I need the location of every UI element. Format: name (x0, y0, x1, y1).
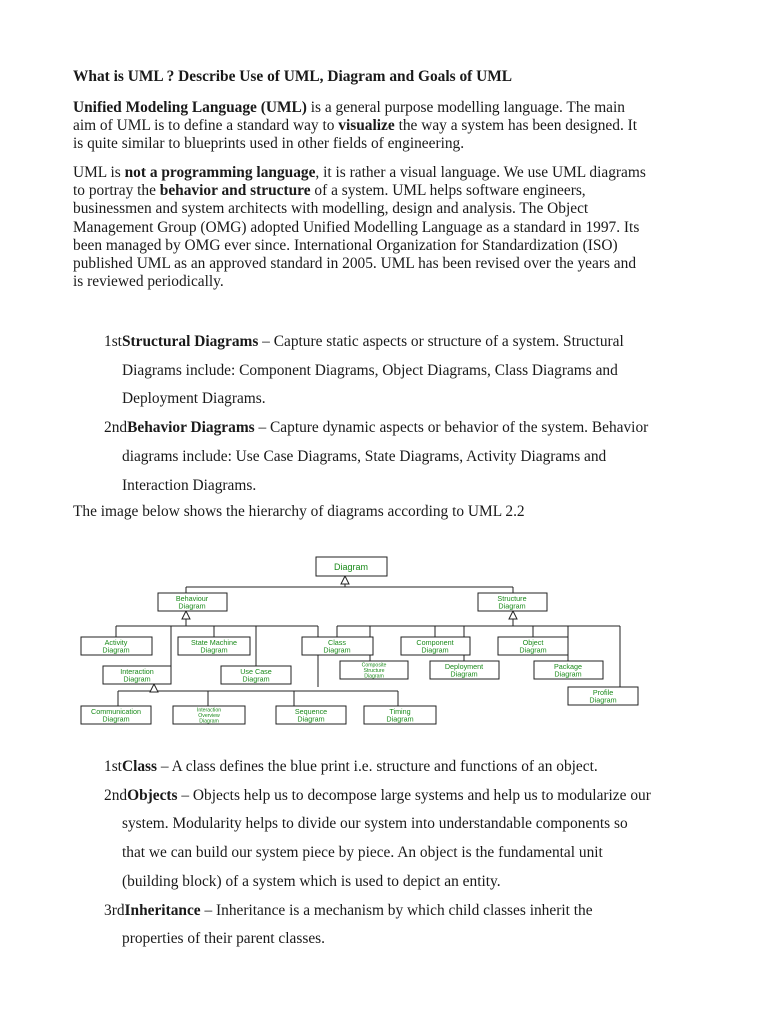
diagram-box-interaction (103, 666, 171, 684)
diagram-box-component (401, 637, 470, 655)
bold-term: behavior and structure (159, 182, 311, 200)
paragraph-line (73, 117, 713, 135)
box-label: Diagram (450, 669, 478, 679)
box-label: Diagram (333, 562, 369, 572)
box-label: Diagram (178, 601, 206, 611)
box-label: Diagram (519, 645, 547, 655)
paragraph-line: Management Group (OMG) adopted Unified Modelling Language as a standard in 1997. Its (73, 218, 640, 236)
text-run: , it is rather a visual language. We use UML diagrams (315, 164, 646, 181)
box-label: Structure (363, 668, 385, 674)
box-label: Profile (592, 688, 614, 697)
diagram-box-use-case (221, 666, 291, 684)
list-number: 2nd (104, 419, 128, 437)
list-continuation: Diagrams include: Component Diagrams, Object Diagrams, Class Diagrams and (122, 361, 618, 379)
bold-term: visualize (338, 117, 395, 135)
list-item (104, 753, 724, 782)
list-item-line (104, 328, 724, 357)
box-label: Diagram (200, 645, 228, 655)
box-label: Diagram (199, 718, 219, 725)
list-text: – Capture dynamic aspects or behavior of the system. Behavior (254, 419, 649, 437)
diagram-box-deployment (430, 661, 499, 679)
box-label: Diagram (386, 714, 414, 724)
box-label: Diagram (323, 645, 351, 655)
list-text: – Capture static aspects or structure of a system. Structural (258, 333, 624, 350)
list-text: – Objects help us to decompose large systems and help us to modularize our (177, 786, 651, 804)
paragraph-line (73, 99, 713, 117)
box-label: Diagram (589, 695, 617, 705)
diagram-box-interaction-overview (173, 706, 245, 725)
diagram-box-communication (81, 706, 151, 724)
text-run: UML is (73, 164, 125, 181)
generalization-arrow (150, 684, 158, 692)
list-number: 2nd (104, 786, 128, 804)
diagram-box-sequence (276, 706, 346, 724)
diagram-box-profile (568, 687, 638, 705)
box-label: Deployment (444, 662, 484, 671)
paragraph-line: is quite similar to blueprints used in other fields of engineering. (73, 135, 465, 153)
diagram-intro: The image below shows the hierarchy of diagrams according to UML 2.2 (73, 503, 525, 520)
list-term: Structural Diagrams (121, 333, 259, 350)
box-label: State Machine (191, 638, 237, 647)
text-run: aim of UML is to define a standard way to (73, 117, 339, 135)
page-title: What is UML ? Describe Use of UML, Diagram and Goals of UML (73, 68, 513, 85)
generalization-arrow (509, 611, 517, 619)
list-item-line (104, 753, 724, 782)
paragraph-line (73, 164, 713, 182)
box-label: Interaction (196, 707, 222, 714)
box-label: Structure (497, 594, 527, 603)
box-label: Interaction (120, 667, 154, 676)
box-label: Timing (389, 707, 411, 716)
list-item (104, 897, 724, 954)
text-run: is a general purpose modelling language. The main (306, 99, 625, 116)
uml-hierarchy-diagram (78, 553, 668, 731)
box-label: Overview (198, 713, 220, 719)
bold-term: not a programming language (124, 164, 316, 181)
list-number: 3rd (104, 901, 125, 919)
diagram-box-activity (81, 637, 152, 655)
list-text: – Inheritance is a mechanism by which child classes inherit the (200, 901, 593, 919)
text-run: of a system. UML helps software engineers, (310, 182, 586, 200)
list-continuation: diagrams include: Use Case Diagrams, State Diagrams, Activity Diagrams and (122, 447, 607, 465)
box-label: Communication (91, 707, 141, 716)
diagram-box-root (316, 557, 387, 576)
list-continuation: that we can build our system piece by piece. An object is the fundamental unit (122, 844, 603, 862)
box-label: Diagram (364, 673, 384, 680)
box-label: Diagram (297, 714, 325, 724)
box-label: Behaviour (175, 594, 209, 603)
paragraph-line: published UML as an approved standard in 2005. UML has been revised over the years and (73, 255, 637, 273)
text-run: the way a system has been designed. It (394, 117, 638, 135)
box-label: Composite (361, 662, 387, 669)
list-item (104, 414, 724, 500)
list-continuation: (building block) of a system which is used to depict an entity. (122, 872, 501, 890)
diagram-box-class (302, 637, 373, 655)
box-label: Use Case (240, 667, 272, 676)
list-term: Inheritance (124, 901, 201, 919)
diagram-box-package (534, 661, 603, 679)
list-item (104, 782, 724, 897)
list-continuation: Interaction Diagrams. (122, 476, 257, 494)
generalization-arrow (182, 611, 190, 619)
box-label: Diagram (102, 714, 130, 724)
box-label: Component (416, 638, 454, 647)
uml-description-paragraph (73, 164, 713, 291)
uml-concepts-list (104, 753, 724, 954)
generalization-arrow (341, 576, 349, 584)
diagram-box-state-machine (178, 637, 250, 655)
list-text: – A class defines the blue print i.e. structure and functions of an object. (157, 758, 598, 775)
box-label: Diagram (102, 645, 130, 655)
list-item (104, 328, 724, 414)
list-item-line (104, 897, 724, 926)
list-term: Class (121, 758, 158, 775)
list-number: 1st (104, 333, 122, 350)
list-continuation: system. Modularity helps to divide our system into understandable components so (122, 815, 628, 833)
list-term: Objects (127, 786, 178, 804)
box-label: Activity (104, 638, 128, 647)
box-label: Object (522, 638, 544, 647)
diagram-box-structure (478, 593, 547, 611)
box-label: Diagram (498, 601, 526, 611)
box-label: Sequence (294, 707, 328, 716)
box-label: Diagram (123, 674, 151, 684)
list-item-line (104, 782, 724, 811)
list-item-line (104, 414, 724, 443)
box-label: Diagram (242, 674, 270, 684)
paragraph-line: been managed by OMG ever since. International Organization for Standardization (ISO) (73, 236, 618, 254)
box-label: Package (554, 662, 582, 671)
box-label: Diagram (554, 669, 582, 679)
list-continuation: Deployment Diagrams. (122, 390, 266, 408)
diagram-box-object (498, 637, 568, 655)
bold-term: Unified Modeling Language (UML) (73, 99, 307, 116)
list-number: 1st (104, 758, 122, 775)
diagram-box-composite-structure (340, 661, 408, 680)
paragraph-line: businessmen and system architects with modelling, design and analysis. The Object (73, 200, 589, 218)
list-term: Behavior Diagrams (127, 419, 255, 437)
list-continuation: properties of their parent classes. (122, 930, 325, 948)
text-run: to portray the (73, 182, 160, 200)
box-label: Class (328, 638, 346, 647)
paragraph-line: is reviewed periodically. (73, 273, 224, 291)
diagram-types-list (104, 328, 724, 500)
intro-paragraph (73, 99, 713, 154)
diagram-box-timing (364, 706, 436, 724)
diagram-box-behaviour (158, 593, 227, 611)
paragraph-line (73, 182, 713, 200)
box-label: Diagram (421, 645, 449, 655)
